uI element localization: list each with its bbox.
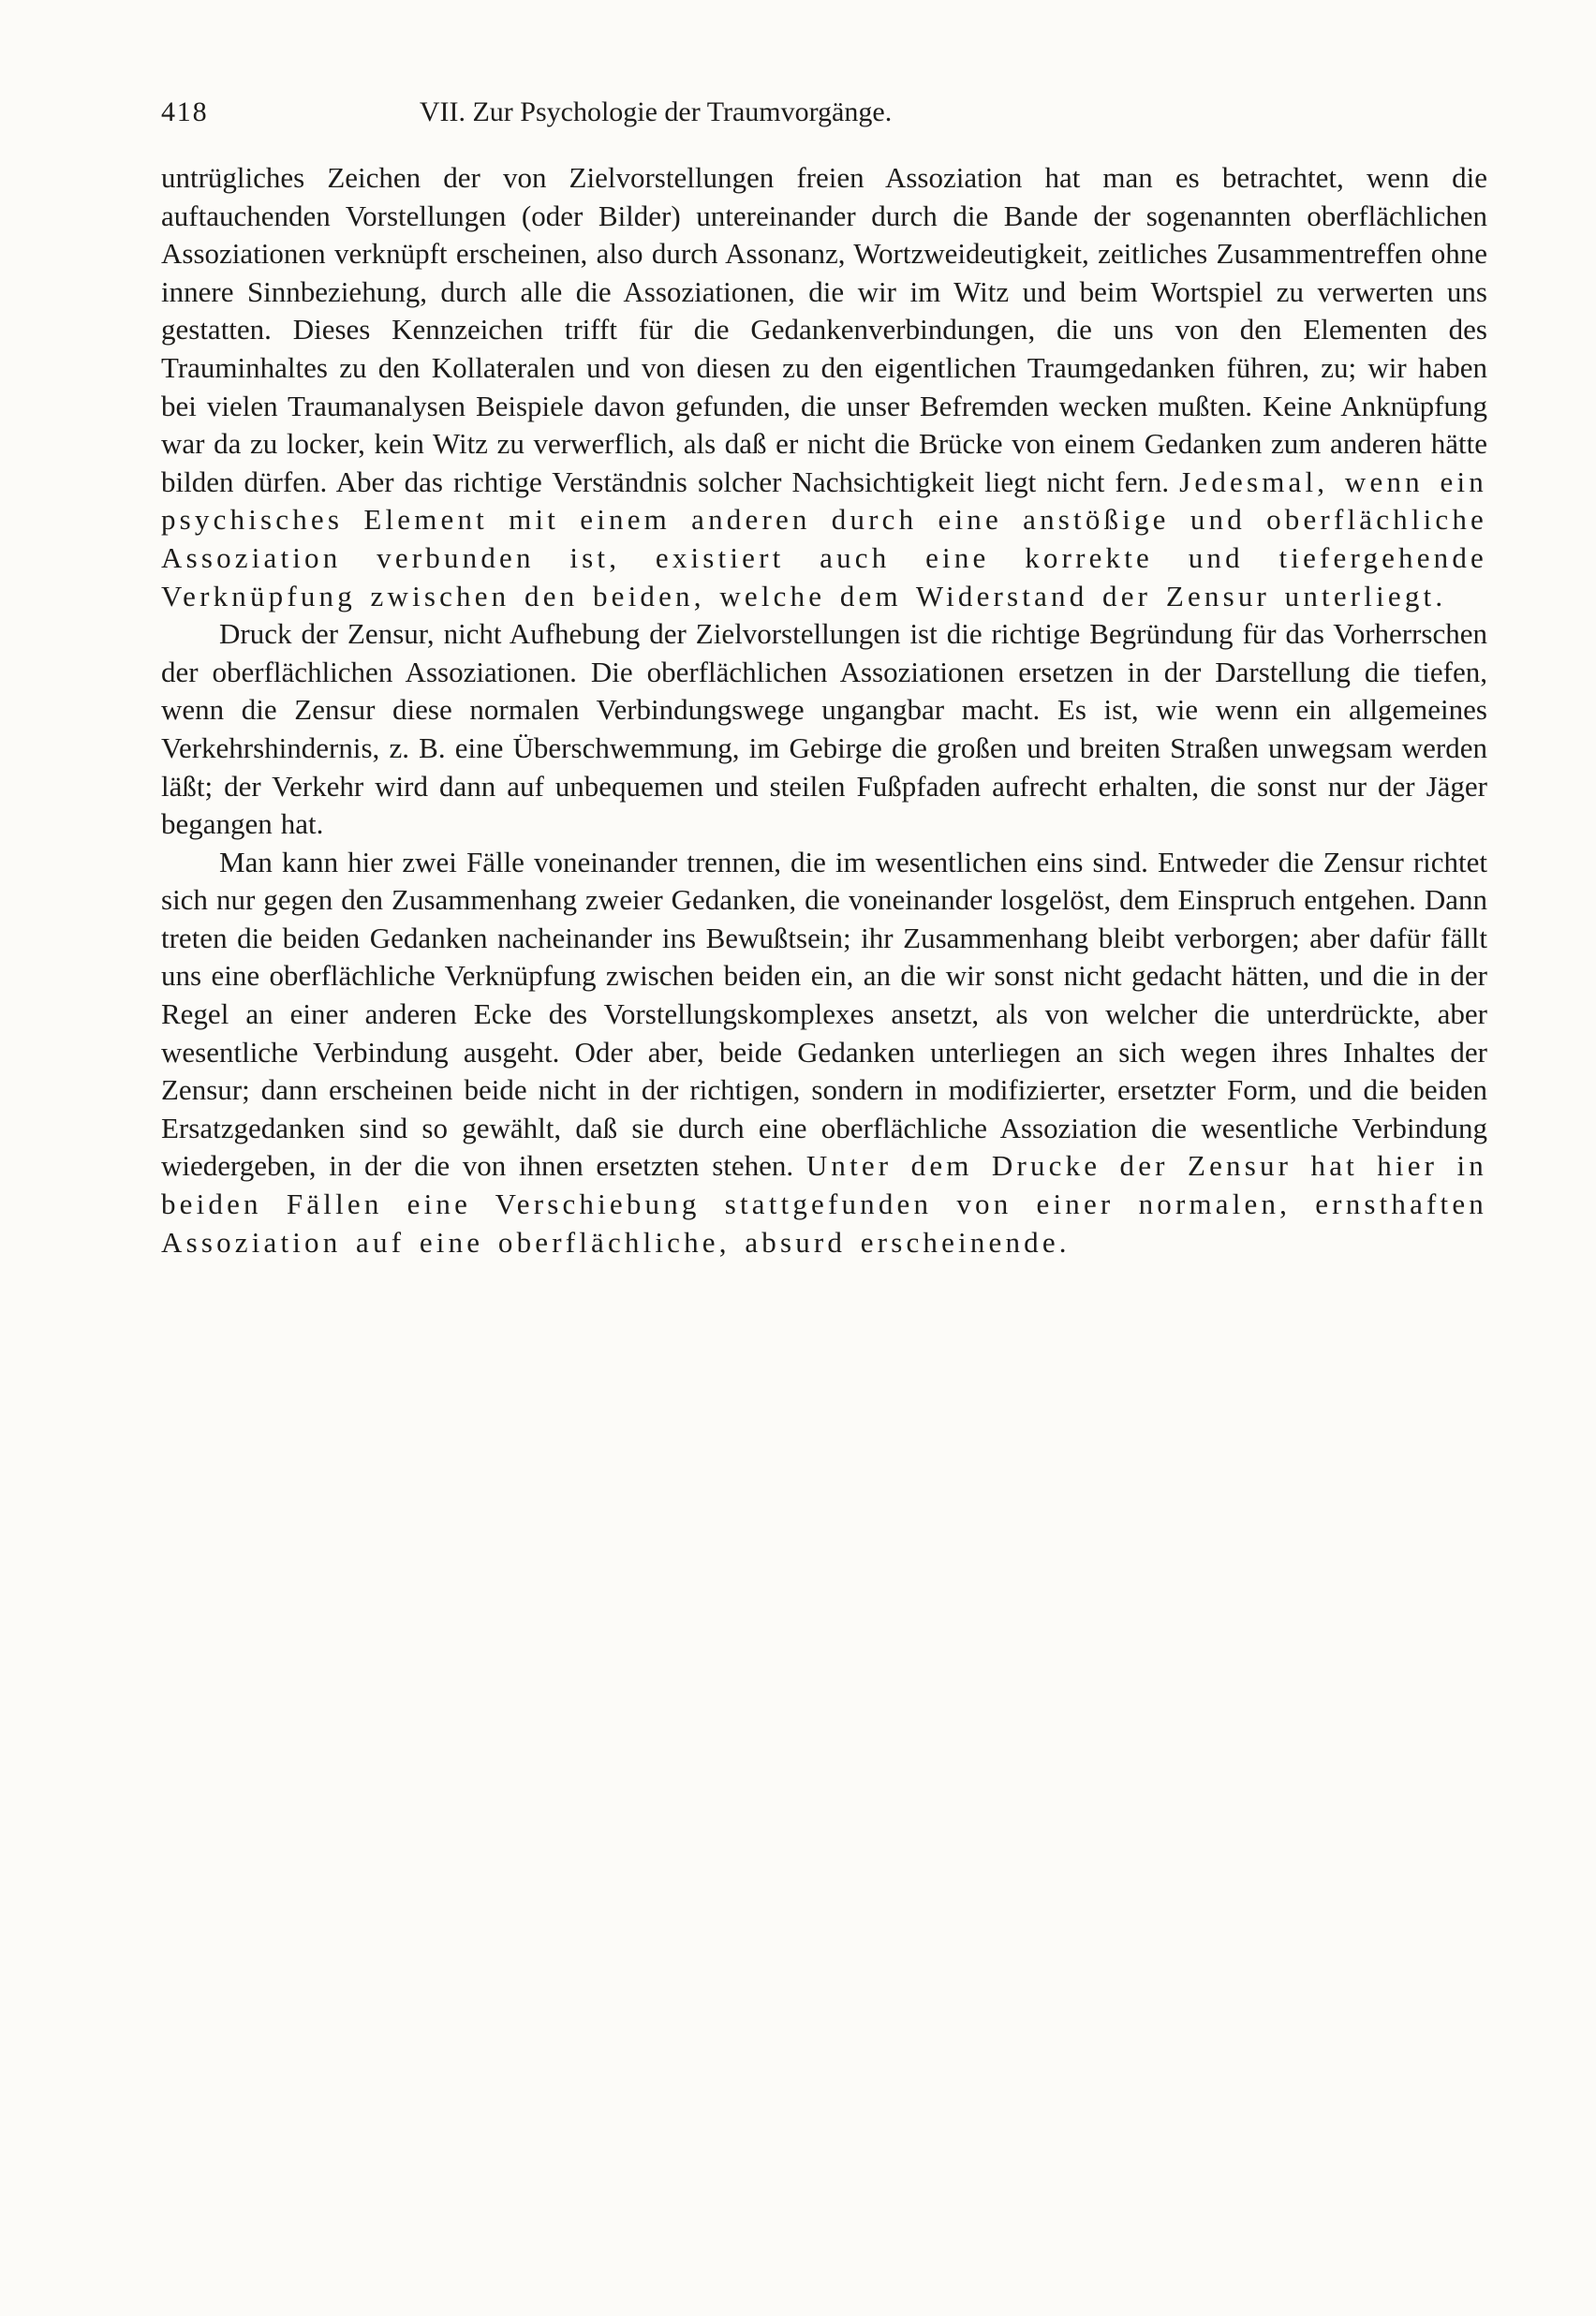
body-text [161, 159, 1487, 1261]
text-segment: Man kann hier zwei Fälle voneinander trennen, die im wesentlichen eins sind. Entweder die Zensur richtet sich nur gegen den Zusammenhang zweier Gedanken, die voneinander losgelöst, dem Einspruch entgehen. Dann treten die beiden Gedanken nacheinander ins Bewußtsein; ihr Zusammenhang bleibt verborgen; aber dafür fällt uns eine oberflächliche Verknüpfung zwischen beiden ein, an die wir sonst nicht gedacht hätten, und die in der Regel an einer anderen Ecke des Vorstellungskomplexes ansetzt, als von welcher die unterdrückte, aber wesentliche Verbindung ausgeht. Oder aber, beide Gedanken unterliegen an sich wegen ihres Inhaltes der Zensur; dann erscheinen beide nicht in der richtigen, sondern in modifizierter, ersetzter Form, und die beiden Ersatzgedanken sind so gewählt, daß sie durch eine oberflächliche Assoziation die wesentliche Verbindung wiedergeben, in der die von ihnen ersetzten stehen. [161, 845, 1487, 1183]
page-number: 418 [161, 96, 209, 127]
paragraph [161, 159, 1487, 615]
page-header [161, 94, 1487, 135]
text-segment: Druck der Zensur, nicht Aufhebung der Zielvorstellungen ist die richtige Begründung für das Vorherrschen der oberflächlichen Assoziationen. Die oberflächlichen Assoziationen ersetzen in der Darstellung die tiefen, wenn die Zensur diese normalen Verbindungswege ungangbar macht. Es ist, wie wenn ein allgemeines Verkehrshindernis, z. B. eine Überschwemmung, im Gebirge die großen und breiten Straßen unwegsam werden läßt; der Verkehr wird dann auf unbequemen und steilen Fußpfaden aufrecht erhalten, die sonst nur der Jäger begangen hat. [161, 617, 1487, 841]
text-segment: untrügliches Zeichen der von Zielvorstellungen freien Assoziation hat man es betrachtet, wenn die auftauchenden Vorstellungen (oder Bilder) untereinander durch die Bande der sogenannten oberflächlichen Assoziationen verknüpft erscheinen, also durch Assonanz, Wortzweideutigkeit, zeitliches Zusammentreffen ohne innere Sinnbeziehung, durch alle die Assoziationen, die wir im Witz und beim Wortspiel zu verwerten uns gestatten. Dieses Kennzeichen trifft für die Gedankenverbindungen, die uns von den Elementen des Trauminhaltes zu den Kollateralen und von diesen zu den eigentlichen Traumgedanken führen, zu; wir haben bei vielen Traumanalysen Beispiele davon gefunden, die unser Befremden wecken mußten. Keine Anknüpfung war da zu locker, kein Witz zu verwerflich, als daß er nicht die Brücke von einem Gedanken zum anderen hätte bilden dürfen. Aber das richtige Verständnis solcher Nachsichtigkeit liegt nicht fern. [161, 161, 1487, 498]
paragraph [161, 844, 1487, 1262]
emphasized-text-segment: Jedesmal, wenn ein psychisches Element mit einem anderen durch eine anstößige und oberflächliche Assoziation verbunden ist, existiert auch eine korrekte und tiefergehende Verknüpfung zwischen den beiden, welche dem Widerstand der Zensur unterliegt. [161, 465, 1487, 612]
paragraph [161, 615, 1487, 844]
running-title: VII. Zur Psychologie der Traumvorgänge. [419, 96, 893, 127]
emphasized-text-segment: Unter dem Drucke der Zensur hat hier in beiden Fällen eine Verschiebung stattgefunden von einer normalen, ernsthaften Assoziation auf eine oberflächliche, absurd erscheinende. [161, 1149, 1487, 1259]
